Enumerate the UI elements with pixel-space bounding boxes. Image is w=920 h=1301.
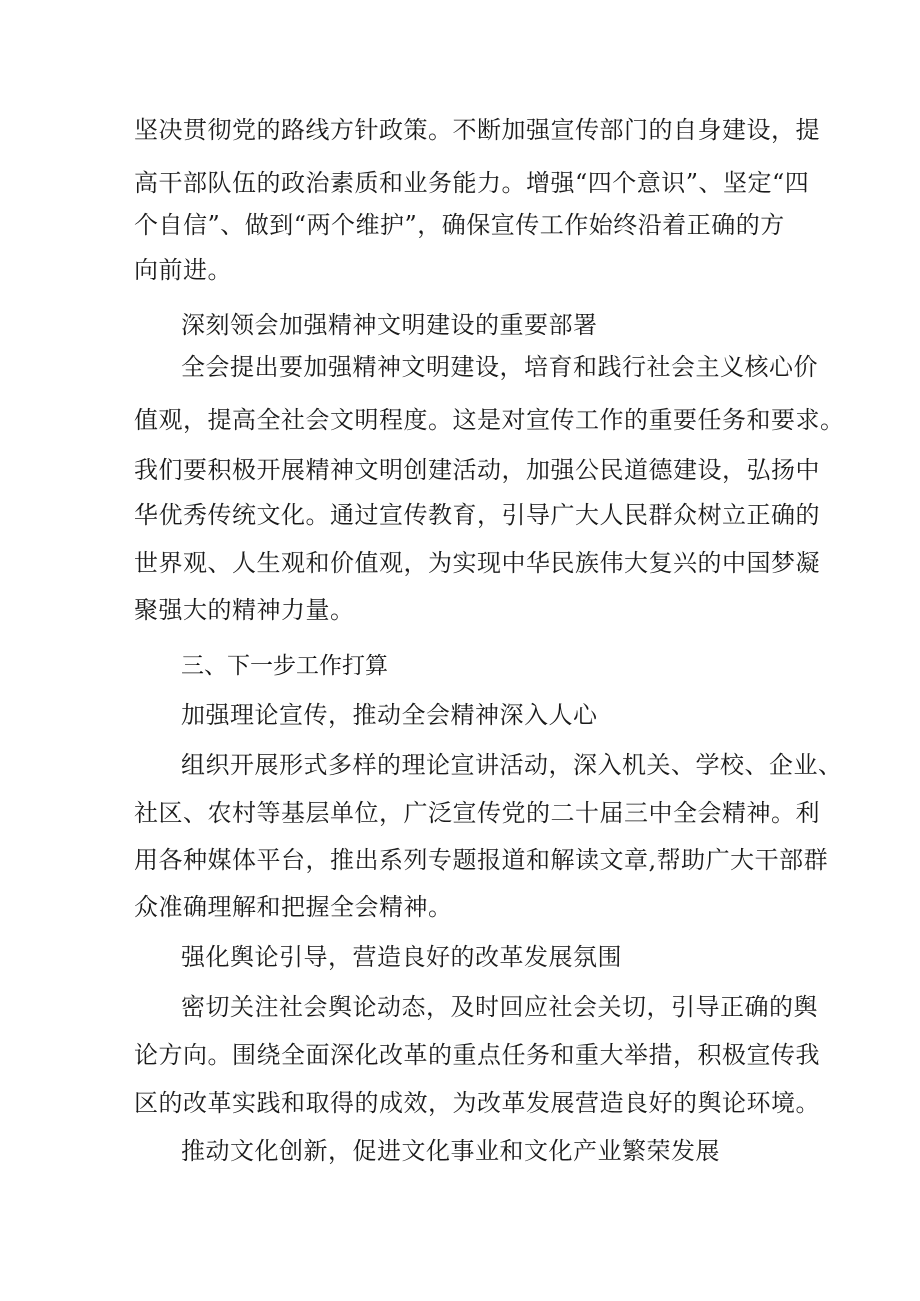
section-subheading: 强化舆论引导，营造良好的改革发展氛围 xyxy=(181,943,622,971)
paragraph-line: 密切关注社会舆论动态，及时回应社会关切，引导正确的舆 xyxy=(181,993,818,1021)
paragraph-line: 用各种媒体平台，推出系列专题报道和解读文章,帮助广大干部群 xyxy=(134,846,829,874)
paragraph-line: 众准确理解和把握全会精神。 xyxy=(134,893,453,921)
paragraph-line: 全会提出要加强精神文明建设，培育和践行社会主义核心价 xyxy=(181,353,818,381)
paragraph-line: 论方向。围绕全面深化改革的重点任务和重大举措，积极宣传我 xyxy=(134,1041,820,1069)
paragraph-line: 聚强大的精神力量。 xyxy=(134,596,355,624)
section-subheading: 加强理论宣传，推动全会精神深入人心 xyxy=(181,701,598,729)
paragraph-line: 组织开展形式多样的理论宣讲活动，深入机关、学校、企业、 xyxy=(181,751,843,779)
paragraph-line: 我们要积极开展精神文明创建活动，加强公民道德建设，弘扬中 xyxy=(134,456,820,484)
paragraph-line: 个自信”、做到“两个维护”，确保宣传工作始终沿着正确的方 xyxy=(134,211,785,239)
paragraph-line: 值观，提高全社会文明程度。这是对宣传工作的重要任务和要求。 xyxy=(134,406,845,434)
paragraph-line: 高干部队伍的政治素质和业务能力。增强“四个意识”、坚定“四 xyxy=(134,169,810,197)
paragraph-line: 世界观、人生观和价值观，为实现中华民族伟大复兴的中国梦凝 xyxy=(134,549,820,577)
paragraph-line: 坚决贯彻党的路线方针政策。不断加强宣传部门的自身建设，提 xyxy=(134,116,820,144)
section-subheading: 深刻领会加强精神文明建设的重要部署 xyxy=(181,311,598,339)
paragraph-line: 区的改革实践和取得的成效，为改革发展营造良好的舆论环境。 xyxy=(134,1089,820,1117)
paragraph-line: 向前进。 xyxy=(134,256,232,284)
paragraph-line: 社区、农村等基层单位，广泛宣传党的二十届三中全会精神。利 xyxy=(134,799,820,827)
paragraph-line: 华优秀传统文化。通过宣传教育，引导广大人民群众树立正确的 xyxy=(134,501,820,529)
section-subheading: 推动文化创新，促进文化事业和文化产业繁荣发展 xyxy=(181,1137,720,1165)
section-heading: 三、下一步工作打算 xyxy=(181,653,388,679)
